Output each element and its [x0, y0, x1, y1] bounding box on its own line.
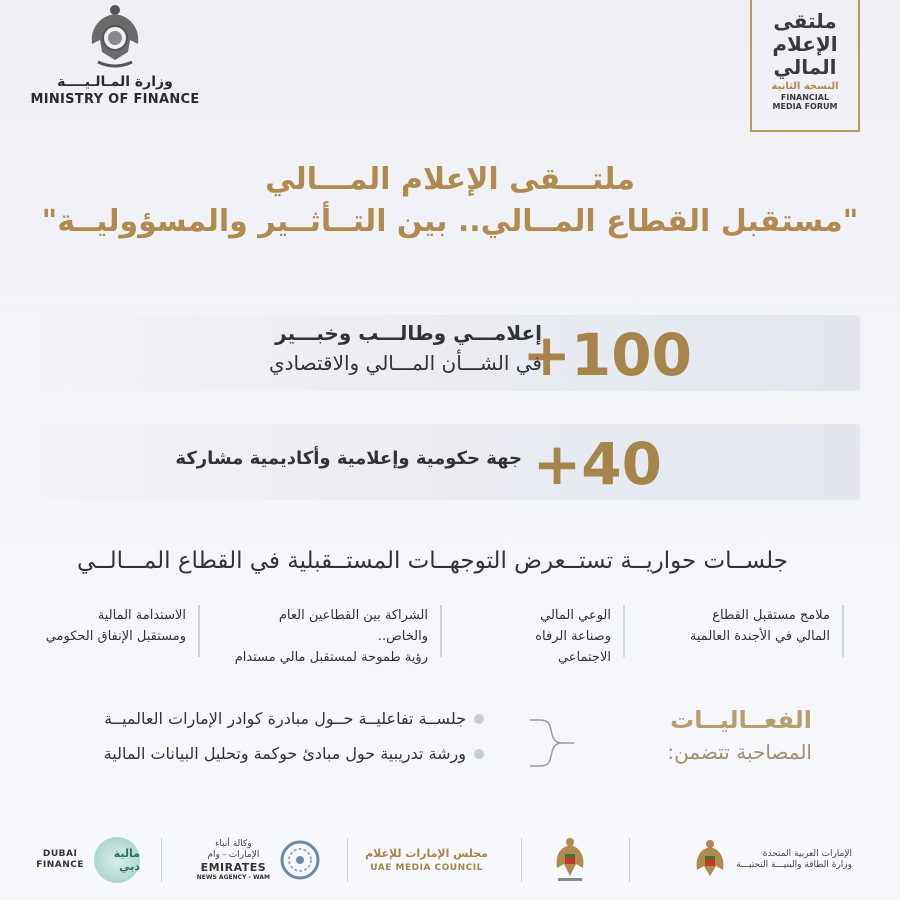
stat-number: +40 — [532, 430, 662, 498]
event-item-text: ورشة تدريبية حول مبادئ حوكمة وتحليل البيانات المالية — [103, 744, 466, 763]
forum-logo — [750, 0, 860, 132]
ministry-name-arabic: وزارة المـالـيــــة — [57, 74, 173, 90]
ministry-of-finance-logo — [20, 0, 210, 140]
event-item — [104, 709, 484, 728]
partner-logos-footer — [0, 830, 900, 890]
forum-logo-title-line1: ملتقى — [773, 9, 837, 33]
session-topic-line2: المالي في الأجندة العالمية — [689, 629, 830, 644]
events-subtitle: المصاحبة تتضمن: — [667, 740, 812, 764]
bullet-dot-icon — [474, 749, 484, 759]
session-topic — [26, 605, 200, 657]
uae-media-council-logo — [365, 830, 488, 890]
moei-logo — [692, 830, 852, 890]
footer-divider — [521, 838, 522, 882]
stat-label: جهة حكومية وإعلامية وأكاديمية مشاركة — [175, 448, 522, 469]
dubai-finance-emblem-icon — [94, 837, 140, 883]
dubai-finance-line2: FINANCE — [36, 860, 84, 870]
dubai-finance-name-arabic: مالية دبي — [113, 847, 140, 873]
page-subtitle: "مستقبل القطاع المــالي.. بين التــأثــير والمسؤوليــة" — [41, 204, 859, 239]
forum-logo-title-line2: الإعلام — [772, 32, 838, 56]
forum-logo-title-line3: المالي — [773, 55, 837, 79]
session-topic-line1: الوعي المالي — [540, 608, 611, 623]
event-item-text: جلســة تفاعليــة حــول مبادرة كوادر الإمارات العالميــة — [104, 709, 466, 728]
dubai-finance-name-english — [36, 849, 84, 871]
footer-divider — [161, 838, 162, 882]
council-name-english: UAE MEDIA COUNCIL — [370, 863, 483, 873]
stat-number: +100 — [522, 321, 692, 389]
dubai-finance-logo — [36, 830, 140, 890]
uae-emblem-icon — [692, 838, 728, 882]
wam-name-english: EMIRATES — [200, 861, 267, 874]
ministry-name-english: MINISTRY OF FINANCE — [30, 92, 200, 107]
footer-divider — [347, 838, 348, 882]
uae-emblem-icon — [552, 836, 588, 884]
footer-divider — [629, 838, 630, 882]
session-topic — [680, 605, 844, 657]
wam-name-english-sub: NEWS AGENCY - WAM — [196, 874, 270, 881]
wam-name-arabic-line2: الإمارات - وام — [207, 850, 260, 860]
forum-logo-title — [750, 0, 860, 79]
forum-english-line2: MEDIA FORUM — [772, 102, 838, 111]
forum-edition-label: النسخة الثانية — [771, 81, 839, 92]
wam-name-arabic-line1: وكالة أنباء — [215, 839, 252, 849]
session-topic-line1: الشراكة بين القطاعين العام والخاص.. — [278, 608, 428, 644]
stat-card-entities — [40, 424, 860, 500]
stat-card-participants — [40, 315, 860, 391]
session-topic-line1: ملامح مستقبل القطاع — [712, 608, 830, 623]
government-emblem-logo — [552, 830, 588, 890]
sessions-heading: جلســات حواريــة تستــعرض التوجهــات المستــقبلية في القطاع المـــالــي — [76, 548, 788, 574]
forum-english-name — [750, 93, 860, 111]
bracket-connector-icon — [530, 718, 574, 768]
moei-line2: وزارة الطاقة والبنيـــة التحتيـــة — [736, 860, 852, 870]
moei-name — [736, 849, 852, 871]
wam-logo — [197, 830, 322, 890]
session-topic — [228, 605, 442, 665]
wam-globe-icon — [278, 838, 322, 882]
stat-label-line1: إعلامـــي وطالـــب وخبـــير — [275, 321, 542, 345]
page-title: ملتـــقى الإعلام المـــالي — [265, 162, 635, 197]
session-topic — [481, 605, 625, 665]
session-topic-line2: وصناعة الرفاه الاجتماعي — [535, 629, 611, 665]
dubai-finance-line1: DUBAI — [42, 849, 78, 859]
session-topic-line2: رؤية طموحة لمستقبل مالي مستدام — [234, 650, 428, 665]
bullet-dot-icon — [474, 714, 484, 724]
moei-line1: الإمارات العربية المتحدة — [762, 849, 852, 859]
stat-label-line2: في الشـــأن المـــالي والاقتصادي — [268, 351, 542, 375]
council-name-arabic: مجلس الإمارات للإعلام — [365, 847, 488, 860]
forum-english-line1: FINANCIAL — [780, 93, 830, 102]
session-topic-line2: ومستقبل الإنفاق الحكومي — [45, 629, 186, 644]
events-title: الفعــاليــات — [670, 706, 812, 734]
event-item — [104, 744, 484, 763]
wam-name — [197, 839, 270, 881]
uae-emblem-icon — [80, 0, 150, 72]
session-topic-line1: الاستدامة المالية — [97, 608, 186, 623]
